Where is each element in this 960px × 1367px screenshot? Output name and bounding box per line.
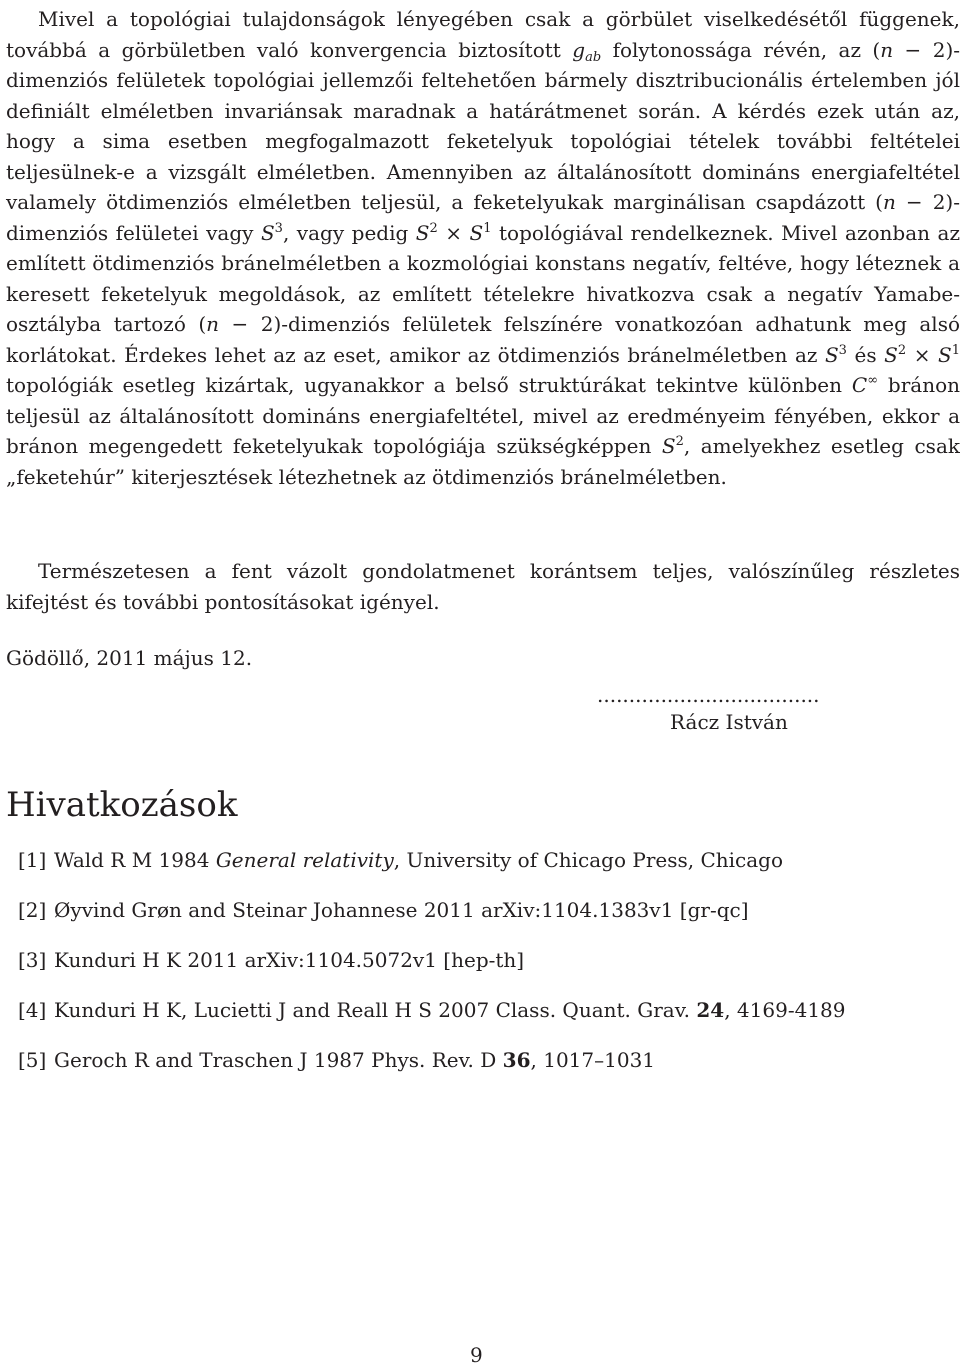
text-run: ∞	[867, 373, 879, 388]
text-run: 24	[696, 998, 725, 1022]
text-run: S	[415, 220, 430, 245]
signature-line: ...................................	[597, 683, 820, 707]
text-run: bránon teljesül az általánosított domináns energiafeltétel, mivel az eredményeim fényében, ekkor a bránon megengedett feketelyukak topológiája szükségképpen	[6, 373, 960, 458]
text-run: topológiák esetleg kizártak, ugyanakkor a belső struktúrákat tekintve különben	[6, 373, 852, 397]
text-run: ×	[437, 220, 470, 245]
text-run: és	[846, 342, 885, 367]
text-run: n	[882, 190, 896, 214]
text-run: 2	[675, 434, 684, 449]
text-run: , vagy pedig	[282, 220, 416, 245]
reference-text	[54, 898, 749, 922]
text-run: C	[851, 373, 868, 397]
body-paragraph-1	[6, 4, 960, 492]
dateline: Gödöllő, 2011 május 12.	[6, 646, 253, 670]
text-run: g	[572, 37, 586, 62]
reference-text	[54, 1048, 655, 1072]
text-run: 2	[429, 220, 438, 236]
text-run: 3	[274, 220, 283, 236]
text-run: n	[206, 312, 220, 336]
text-run: Mivel a topológiai tulajdonságok lényegében csak a görbület viselkedésétől függenek, továbbá a görbületben való konvergencia biztosított	[6, 7, 960, 62]
text-run: , amelyekhez esetleg csak „feketehúr” kiterjesztések létezhetnek az ötdimenziós bránelméletben.	[6, 434, 960, 489]
signer-name: Rácz István	[670, 710, 788, 734]
text-run: Kunduri H K 2011 arXiv:1104.5072v1 [hep-th]	[54, 948, 525, 972]
text-run: 2	[897, 342, 907, 358]
text-run: S	[260, 220, 275, 245]
reference-number: [2]	[18, 898, 47, 922]
text-run: 1	[483, 220, 492, 236]
text-run: n	[880, 37, 894, 62]
text-run: , 1017–1031	[530, 1048, 656, 1072]
text-run: S	[469, 220, 484, 245]
text-run: 36	[502, 1048, 531, 1072]
section-title-references: Hivatkozások	[6, 785, 238, 825]
text-run: 1	[951, 342, 960, 358]
text-run: , 4169-4189	[724, 998, 846, 1022]
text-run: S	[884, 342, 898, 367]
reference-number: [1]	[18, 848, 47, 872]
text-run: topológiával rendelkeznek. Mivel azonban az említett ötdimenziós bránelméletben a kozmológiai konstans negatív, feltéve, hogy léteznek a keresett feketelyuk megoldások, az említett tételekre hivatkozva csak a negatív Yamabe-osztályba tartozó (	[6, 220, 960, 336]
text-run: , University of Chicago Press, Chicago	[393, 848, 784, 872]
page-number: 9	[470, 1343, 483, 1367]
text-run: folytonossága révén, az (	[601, 37, 881, 62]
text-run: ab	[585, 49, 602, 65]
reference-number: [3]	[18, 948, 47, 972]
text-run: Természetesen a fent vázolt gondolatmenet korántsem teljes, valószínűleg részletes kifejtést és további pontosításokat igényel.	[6, 559, 960, 614]
text-run: ×	[906, 342, 938, 367]
text-run: S	[661, 434, 676, 458]
text-run: S	[824, 342, 839, 367]
body-paragraph-2	[6, 556, 960, 617]
text-run: General relativity	[215, 848, 394, 872]
reference-number: [4]	[18, 998, 47, 1022]
reference-text	[54, 998, 846, 1022]
text-run: 3	[838, 342, 847, 358]
text-run: − 2)-dimenziós felületei vagy	[6, 190, 960, 245]
text-run: Øyvind Grøn and Steinar Johannese 2011 arXiv:1104.1383v1 [gr-qc]	[54, 898, 749, 922]
text-run: Geroch R and Traschen J 1987 Phys. Rev. D	[54, 1048, 503, 1072]
reference-text	[54, 848, 783, 872]
text-run: − 2)-dimenziós felületek felszínére vonatkozóan adhatunk meg alsó korlátokat. Érdekes lehet az az eset, amikor az ötdimenziós bránelméletben az	[6, 312, 960, 367]
text-run: − 2)-dimenziós felületek topológiai jellemzői feltehetően bármely disztribucionális értelemben jól definiált elméletben invariánsak maradnak a határátmenet során. A kérdés ezek után az, hogy a sima esetben megfogalmazott feketelyuk topológiai tételek további feltételei teljesülnek-e a vizsgált elméletben. Amennyiben az általánosított domináns energiafeltétel valamely ötdimenziós elméletben teljesül, a feketelyukak marginálisan csapdázott (	[6, 37, 960, 214]
text-run: S	[938, 342, 952, 367]
reference-number: [5]	[18, 1048, 47, 1072]
reference-text	[54, 948, 524, 972]
text-run: Kunduri H K, Lucietti J and Reall H S 2007 Class. Quant. Grav.	[54, 998, 697, 1022]
text-run: Wald R M 1984	[54, 848, 216, 872]
